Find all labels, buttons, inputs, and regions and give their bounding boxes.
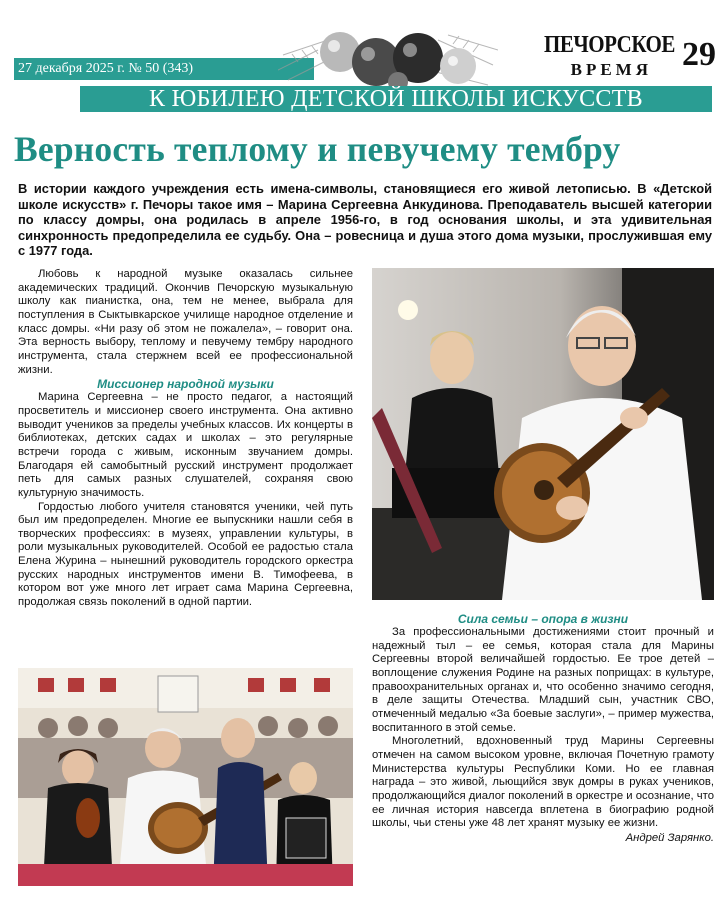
issue-line: 27 декабря 2025 г. № 50 (343): [18, 61, 194, 76]
article-byline: Андрей Зарянко.: [625, 831, 714, 844]
paragraph: Любовь к народной музыке оказалась сильнее академических традиций. Окончив Печорскую музыкальную школу как пианистка, она, тем не менее, выбрала для поступления в Сыктывкарское училище народное отделение и класс домры. «Ни разу об этом не пожалела», – говорит она. Эта верность выбору, теплому и певучему тембру народного инструмента, стала стержнем всей ее профессиональной жизни.: [18, 268, 353, 376]
photo-orchestra: [18, 668, 353, 886]
paragraph: Марина Сергеевна – не просто педагог, а настоящий просветитель и миссионер своего инструмента. Она активно выводит учеников за пределы учебных классов. Их концерты в библиотеках, детских садах и школах – это регулярные встречи города с живым, исконным звучанием домры. Благодаря ей самобытный русский инструмент продолжает петь для самых разных слушателей, сохраняя свою культурную значимость.: [18, 391, 353, 499]
paragraph: Многолетний, вдохновенный труд Марины Сергеевны отмечен на самом высоком уровне, включая Почетную грамоту Министерства культуры Республики Коми. Но ее главная награда – это живой, льющийся звук домры в руках учеников, продолжающийся диалог поколений в оркестре и осознание, что ее личная история навсегда вплетена в биографию родной школы, чьи стены уже 48 лет хранят музыку ее жизни.: [372, 735, 714, 830]
paragraph: За профессиональными достижениями стоит прочный и надежный тыл – ее семья, которая стала для Марины Сергеевны второй величайшей гордостью. Ее трое детей – воплощение служения Родине на разных поприщах: в культуре, правоохранительных органах и, что особенно значимо сегодня, в деле защиты Отечества. Младший сын, участник СВО, отмеченный медалью «За боевые заслуги», – пример мужества, воспитанного в этой семье.: [372, 626, 714, 734]
subheading-family: Сила семьи – опора в жизни: [457, 612, 629, 626]
newspaper-logo: [544, 30, 675, 82]
section-title-bar: [80, 86, 712, 112]
article-column-left: [18, 268, 353, 660]
brand-line-2: ВРЕМЯ: [570, 60, 652, 79]
section-title: К ЮБИЛЕЮ ДЕТСКОЙ ШКОЛЫ ИСКУССТВ: [149, 86, 643, 112]
article-lead: В истории каждого учреждения есть имена-символы, становящиеся его живой летописью. В «Детской школе искусств» г. Печоры такое имя – Марина Сергеевна Анкудинова. Преподаватель высшей категории по классу домры, она родилась в апреле 1956-го, в год основания школы, и эта удивительная синхронность предопределила ее судьбу. Она – ровесница и душа этого дома музыки, прослужившая ему с 1977 года.: [18, 181, 712, 259]
brand-line-1: ПЕЧОРСКОЕ: [544, 30, 675, 58]
issue-date-bar: [14, 58, 314, 80]
subheading-missionary: Миссионер народной музыки: [97, 377, 274, 392]
page-number: 29: [682, 36, 716, 73]
photo-domra-teacher: [372, 268, 714, 600]
article-column-right: [372, 612, 714, 892]
article-headline: Верность теплому и певучему тембру: [14, 129, 621, 169]
paragraph: Гордостью любого учителя становятся ученики, чей путь был им предопределен. Многие ее выпускники нашли себя в творческих профессиях: в музеях, управлении культуры, в роли музыкальных руководителей. Особой ее радостью стала Елена Журина – нынешний руководитель городского оркестра русских народных инструментов имени В. Тимофеева, в котором вот уже много лет играет сама Марина Сергеевна, продолжая связь поколений в одной партии.: [18, 500, 353, 609]
